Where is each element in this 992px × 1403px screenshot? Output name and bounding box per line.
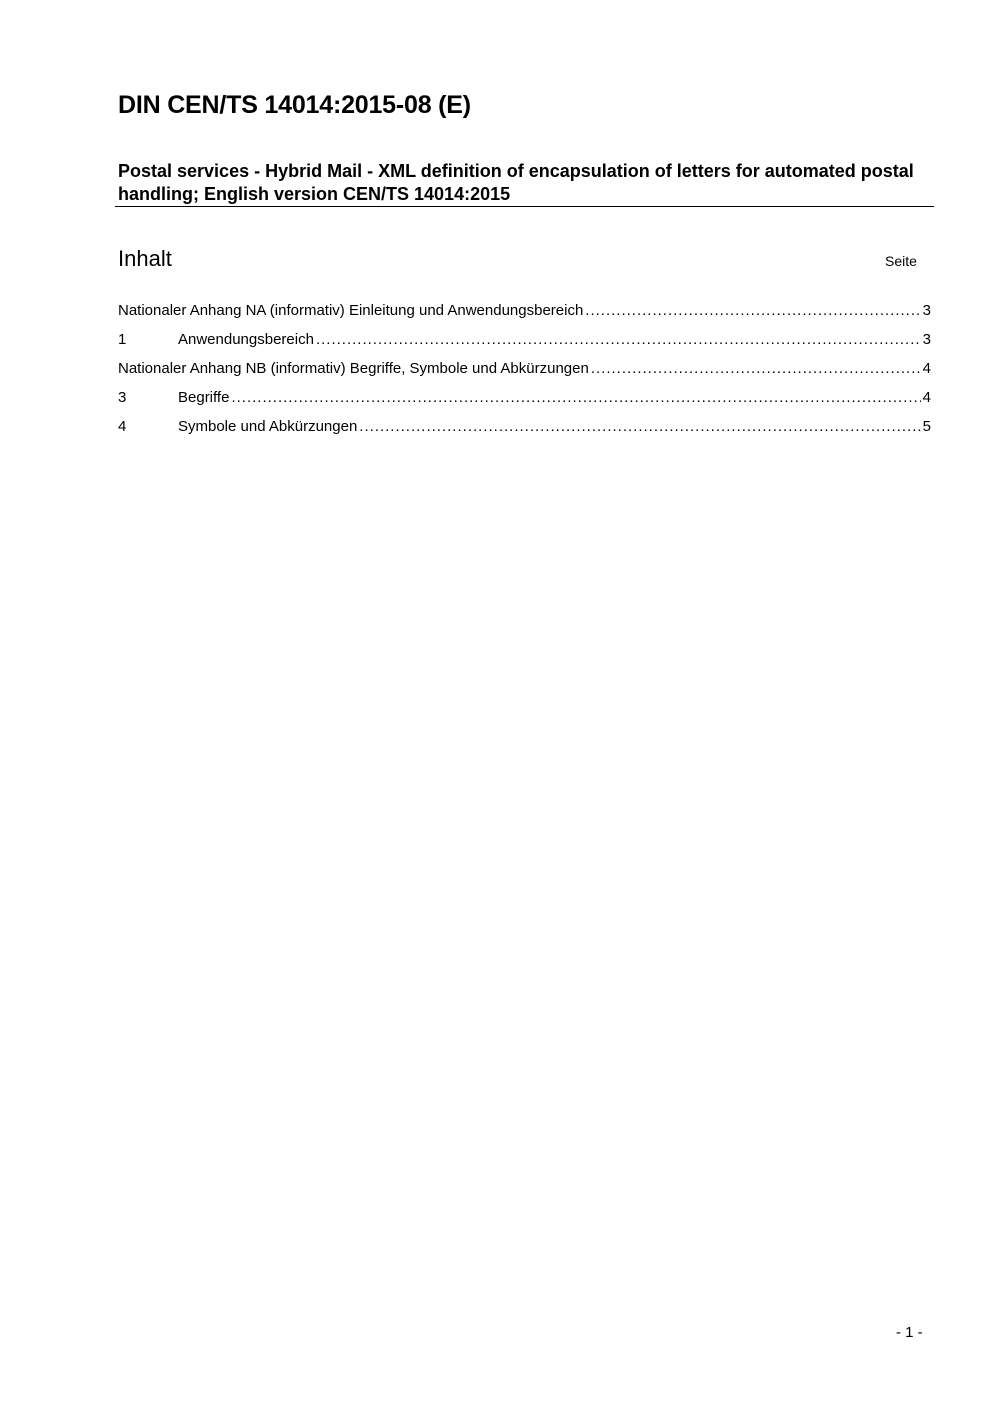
document-title: DIN CEN/TS 14014:2015-08 (E) — [118, 91, 471, 119]
toc-entry-text: Begriffe — [178, 389, 230, 406]
table-of-contents — [118, 300, 931, 445]
toc-entry-number: 4 — [118, 418, 127, 435]
toc-entry[interactable] — [118, 329, 931, 358]
toc-page-column-label: Seite — [885, 253, 917, 269]
toc-entry[interactable] — [118, 300, 931, 329]
toc-entry-text: Anwendungsbereich — [178, 331, 314, 348]
toc-entry[interactable] — [118, 358, 931, 387]
toc-dot-leader — [591, 358, 921, 380]
toc-entry-number: 1 — [118, 331, 127, 348]
toc-heading: Inhalt — [118, 246, 172, 271]
toc-dot-leader — [231, 387, 920, 409]
toc-entry[interactable] — [118, 387, 931, 416]
toc-entry-page: 3 — [922, 302, 931, 319]
toc-entry-page: 4 — [922, 389, 931, 406]
toc-dot-leader — [316, 329, 921, 351]
toc-entry-text: Symbole und Abkürzungen — [178, 418, 358, 435]
toc-entry-page: 3 — [922, 331, 931, 348]
toc-entry[interactable] — [118, 416, 931, 445]
toc-entry-page: 4 — [922, 360, 931, 377]
toc-entry-page: 5 — [922, 418, 931, 435]
document-subtitle: Postal services - Hybrid Mail - XML definition of encapsulation of letters for automated postal handling; English version CEN/TS 14014:2015 — [118, 161, 914, 204]
subtitle-divider — [115, 206, 934, 207]
toc-entry-number: 3 — [118, 389, 127, 406]
toc-entry-text: Nationaler Anhang NA (informativ) Einleitung und Anwendungsbereich — [118, 302, 584, 319]
toc-dot-leader — [359, 416, 920, 438]
page-number: - 1 - — [896, 1324, 923, 1341]
toc-dot-leader — [585, 300, 920, 322]
toc-entry-text: Nationaler Anhang NB (informativ) Begriffe, Symbole und Abkürzungen — [118, 360, 589, 377]
